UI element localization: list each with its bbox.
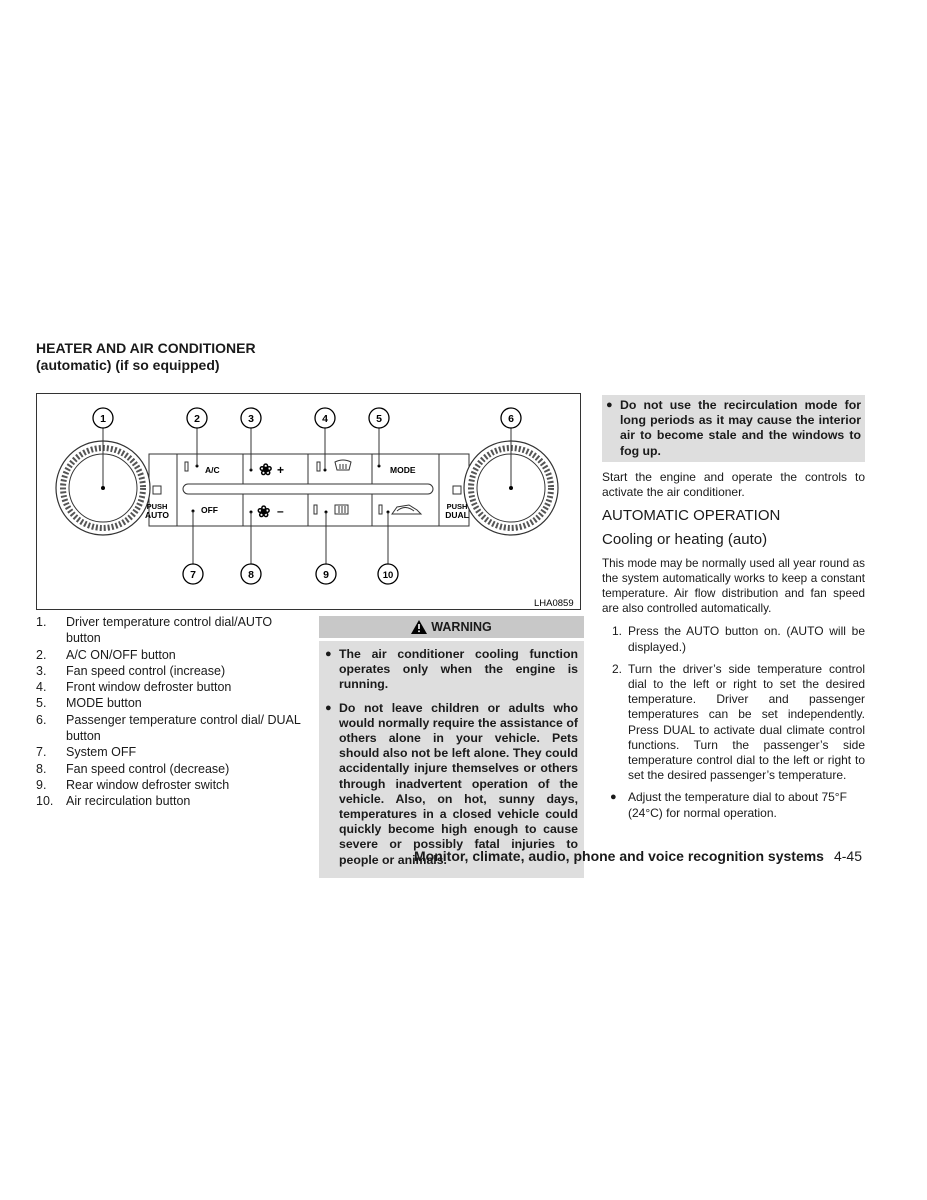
bullet-icon: ● (325, 701, 332, 714)
heading-title: HEATER AND AIR CONDITIONER (36, 340, 256, 356)
section-title: AUTOMATIC OPERATION (602, 507, 781, 525)
callout-9: 9 (323, 569, 329, 581)
list-item: 3. Fan speed control (increase) (36, 663, 226, 678)
svg-text:❀: ❀ (259, 462, 273, 479)
list-item: 2. A/C ON/OFF button (36, 647, 176, 662)
heading-subtitle: (automatic) (if so equipped) (36, 357, 220, 373)
callout-5: 5 (376, 413, 382, 425)
parts-list (36, 614, 306, 810)
ac-button-label: A/C (205, 465, 220, 475)
callout-7: 7 (190, 569, 196, 581)
list-item: 7. System OFF (36, 745, 137, 760)
callout-3: 3 (248, 413, 254, 425)
list-item: 1. Driver temperature control dial/AUTO button (36, 615, 273, 646)
recirculation-icon (392, 505, 421, 514)
warning-header (319, 616, 584, 638)
mode-description: This mode may be normally used all year round as the system automatically works to keep a constant temperature. Air flow distribution and fan speed are also controlled automatically. (602, 556, 865, 616)
list-item: 6. Passenger temperature control dial/ DUAL button (36, 712, 301, 744)
list-item: 9. Rear window defroster switch (36, 777, 230, 792)
fan-increase-icon (259, 462, 272, 479)
subsection-title: Cooling or heating (auto) (602, 531, 768, 549)
warning-item: ● Do not leave children or adults who would normally require the assistance of others alone in your vehicle. Pets should also not be left alone. They could accidentally injure themselves or others through inadvertent operation of the vehicle. Also, on hot, sunny days, temperatures in a closed vehicle could quickly become high enough to cause severe or possibly fatal injuries to people or animals. (325, 700, 578, 867)
svg-text:❀: ❀ (257, 504, 271, 521)
fan-minus-label: – (277, 504, 284, 518)
bullet-icon: ● (610, 791, 617, 804)
list-item: 5. MODE button (36, 696, 142, 711)
callout-10: 10 (382, 570, 394, 581)
list-item: 2. Turn the driver’s side temperature control dial to the left or right to set the desired temperature. Driver and passenger temperatures can be set independently. Press DUAL to activate dual climate control functions. Turn the passenger’s side temperature control dial to the left or right to set the desired passenger’s temperature. (611, 661, 865, 783)
list-item: 4. Front window defroster button (36, 680, 232, 695)
figure-code: LHA0859 (534, 598, 574, 609)
off-button-label: OFF (201, 505, 218, 515)
push-dual-label: PUSH (446, 502, 468, 511)
dual-label: DUAL (445, 510, 469, 520)
tip-bullet: ● Adjust the temperature dial to about 75°F (24°C) for normal operation. (602, 790, 865, 820)
warning-item: ● The air conditioner cooling function operates only when the engine is running. (325, 647, 578, 692)
bullet-icon: ● (606, 399, 613, 411)
page-footer (414, 848, 862, 864)
warning-box (319, 616, 584, 878)
page-number: 4-45 (833, 848, 862, 864)
bullet-icon: ● (325, 648, 332, 660)
footer-title: Monitor, climate, audio, phone and voice recognition systems (414, 848, 824, 864)
caution-note: ● Do not use the recirculation mode for long periods as it may cause the interior air to become stale and the windows to fog up. (602, 395, 865, 462)
list-item: 8. Fan speed control (decrease) (36, 761, 230, 776)
callout-6: 6 (508, 413, 514, 425)
warning-icon (411, 620, 427, 634)
fan-plus-label: + (277, 463, 285, 477)
list-item: 1. Press the AUTO button on. (AUTO will be displayed.) (611, 624, 865, 654)
warning-title: WARNING (431, 620, 492, 634)
steps-list (602, 624, 865, 783)
callout-2: 2 (194, 413, 200, 425)
push-auto-label: PUSH (146, 502, 168, 511)
climate-control-diagram (36, 393, 581, 610)
callout-4: 4 (322, 413, 328, 425)
list-item: 10. Air recirculation button (36, 794, 191, 809)
mode-button-label: MODE (390, 465, 416, 475)
front-defroster-icon (335, 460, 351, 470)
right-column (602, 395, 865, 821)
fan-decrease-icon (257, 504, 270, 521)
callout-8: 8 (248, 569, 254, 581)
intro-paragraph: Start the engine and operate the controls to activate the air conditioner. (602, 469, 865, 500)
rear-defroster-icon (335, 505, 348, 514)
auto-label: AUTO (145, 510, 169, 520)
section-heading (36, 340, 536, 374)
warning-body (319, 641, 584, 878)
callout-1: 1 (100, 413, 106, 425)
